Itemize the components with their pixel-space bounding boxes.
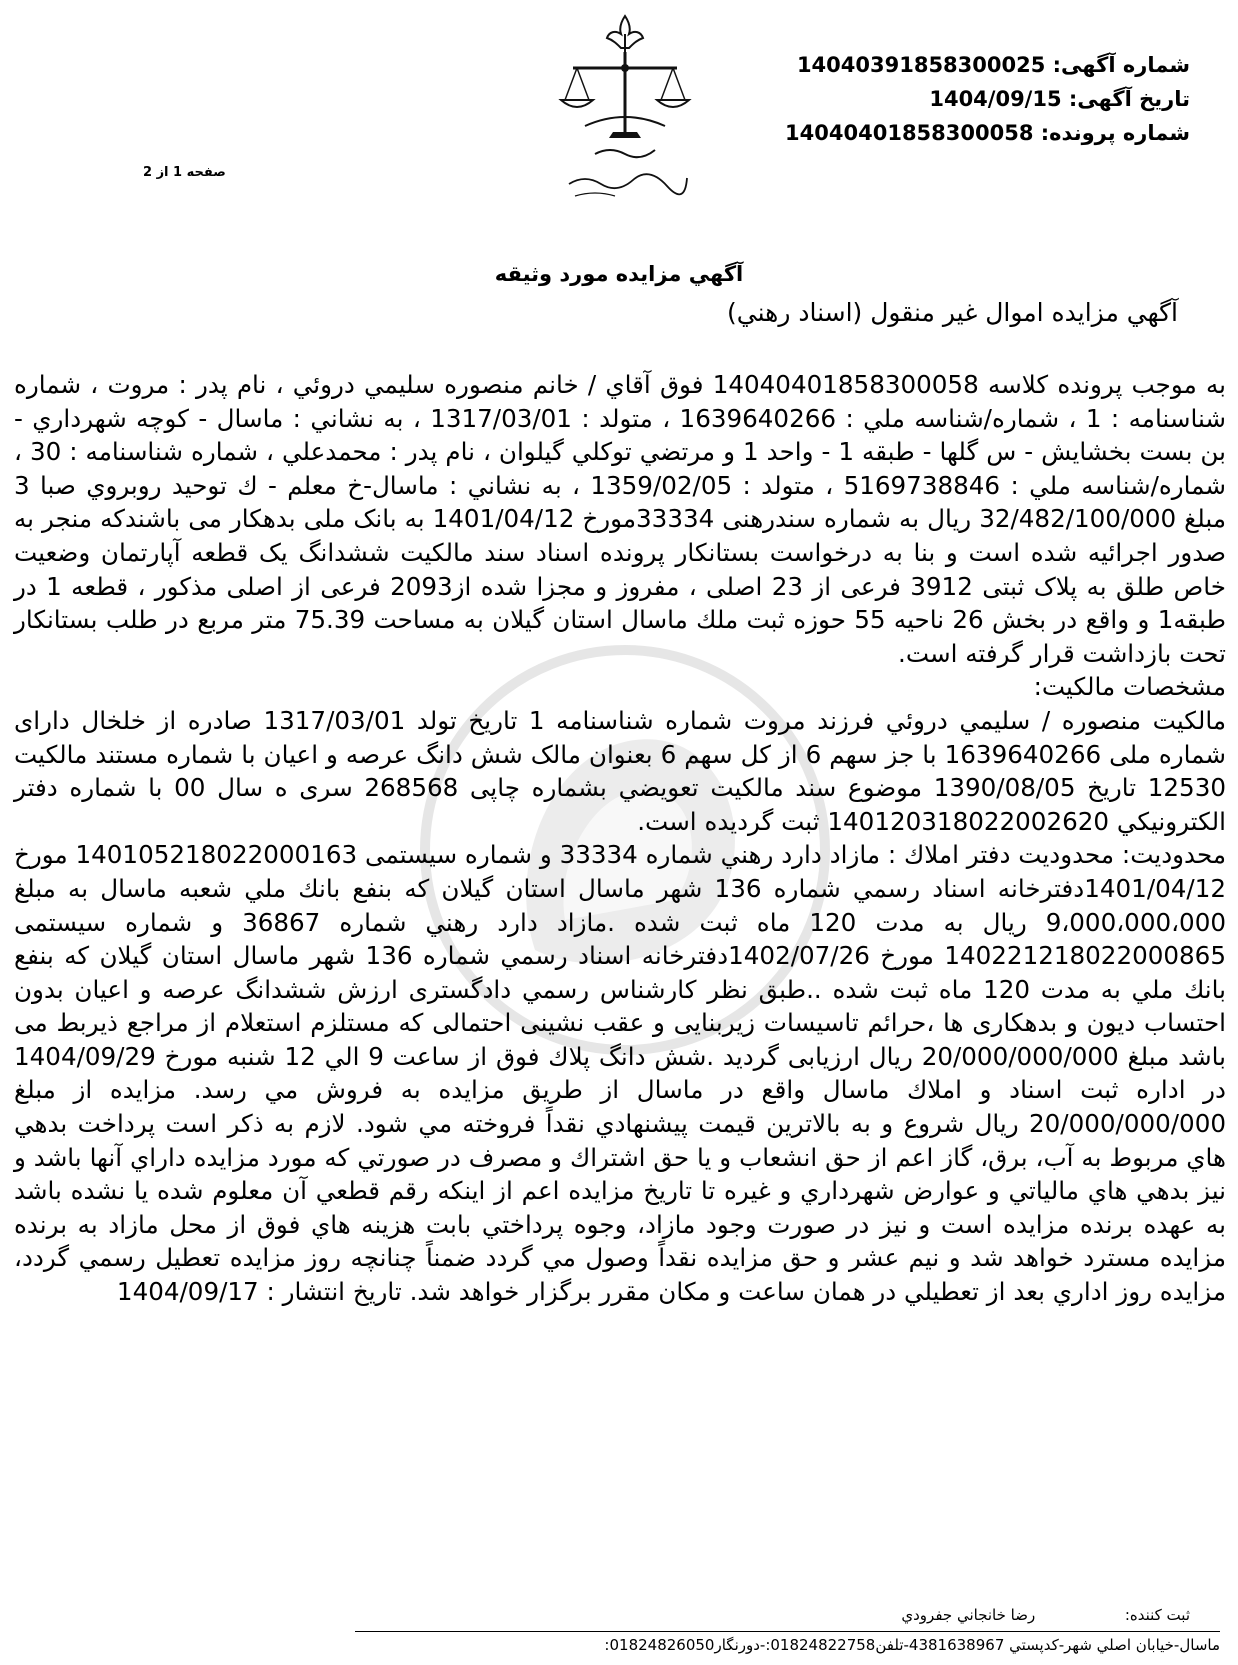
notice-number: 14040391858300025 [796, 53, 1046, 77]
body-paragraph-ownership: مالکیت منصوره / سليمي دروئي فرزند مروت شماره شناسنامه 1 تاریخ تولد 1317/03/01 صادره از خلخال دارای شماره ملی 1639640266 با جز سهم 6 از کل سهم 6 بعنوان مالک شش دانگ عرصه و اعیان با شماره مستند مالکیت 12530 تاریخ 1390/08/05 موضوع سند مالكيت تعويضي بشماره چاپی 268568 سری ه سال 00 با شماره دفتر الكترونيكي 140120318022002620 ثبت گرديده است. [14, 705, 1227, 836]
notice-header [730, 48, 1190, 150]
notice-body [14, 368, 1226, 1309]
file-number-label: شماره پرونده: [1040, 121, 1190, 145]
file-number: 14040401858300058 [785, 121, 1034, 145]
notice-number-row [730, 48, 1190, 82]
notice-date-label: تاریخ آگهی: [1068, 87, 1190, 111]
footer-registrar [901, 1606, 1190, 1624]
footer-address: ماسال-خيابان اصلي شهر-كدپستي 4381638967-تلفن01824822758:-دورنگار01824826050: [604, 1636, 1220, 1654]
notice-date-row [730, 82, 1190, 116]
judiciary-emblem-icon [555, 8, 695, 208]
notice-date: 1404/09/15 [929, 87, 1062, 111]
body-paragraph-ownership-heading: مشخصات مالكيت: [1033, 672, 1226, 702]
file-number-row [730, 116, 1190, 150]
registrar-name: رضا خانجاني جفرودي [901, 1606, 1036, 1624]
footer-divider [355, 1631, 1220, 1632]
body-paragraph-case: به موجب پرونده كلاسه 14040401858300058 فوق آقاي / خانم منصوره سليمي دروئي ، نام پدر : مروت ، شماره شناسنامه : 1 ، شماره/شناسه ملي : 1639640266 ، متولد : 1317/03/01 ، به نشاني : ماسال - كوچه شهرداري - بن بست بخشايش - س گلها - طبقه 1 - واحد 1 و مرتضي توكلي گيلوان ، نام پدر : محمدعلي ، شماره شناسنامه : 30 ، شماره/شناسه ملي : 5169738846 ، متولد : 1359/02/05 ، به نشاني : ماسال-خ معلم - ك توحيد روبروي صبا 3 مبلغ 32/482/100/000 ريال به شماره سندرهنی 33334مورخ 1401/04/12 به بانک ملی بدهکار می باشندکه منجر به صدور اجرائیه شده است و بنا به درخواست بستانکار پرونده اسناد سند مالکیت ششدانگ یک قطعه آپارتمان وضعیت خاص طلق به پلاک ثبتی 3912 فرعی از 23 اصلی ، مفروز و مجزا شده از2093 فرعی از اصلی مذکور ، قطعه 1 در طبقه1 و واقع در بخش 26 ناحيه 55 حوزه ثبت ملك ماسال استان گيلان به مساحت 75.39 متر مربع در طلب بستانكار تحت بازداشت قرار گرفته است. [14, 370, 1226, 668]
notice-number-label: شماره آگهی: [1052, 53, 1190, 77]
registrar-label: ثبت كننده: [1124, 1606, 1190, 1624]
notice-subtitle: آگهي مزايده اموال غير منقول (اسناد رهني) [727, 298, 1178, 327]
body-paragraph-restrictions: محدوديت: محدوديت دفتر املاك : مازاد دارد رهني شماره 33334 و شماره سيستمی 140105218022000163 مورخ 1401/04/12دفترخانه اسناد رسمي شماره 136 شهر ماسال استان گيلان كه بنفع بانك ملي شعبه ماسال به مبلغ 9،000،000،000 ريال به مدت 120 ماه ثبت شده .مازاد دارد رهني شماره 36867 و شماره سيستمی 140221218022000865 مورخ 1402/07/26دفترخانه اسناد رسمي شماره 136 شهر ماسال استان گيلان كه بنفع بانك ملي به مدت 120 ماه ثبت شده ..طبق نظر كارشناس رسمي دادگستری ارزش ششدانگ عرصه و اعيان بدون احتساب ديون و بدهكاری ها ،حرائم تاسيسات زيربنايی و عقب نشينی احتمالی كه مستلزم استعلام از مراجع ذيربط می باشد مبلغ 20/000/000/000 ريال ارزيابی گرديد .شش دانگ پلاك فوق از ساعت 9 الي 12 شنبه مورخ 1404/09/29 در اداره ثبت اسناد و املاك ماسال واقع در ماسال از طريق مزايده به فروش مي رسد. مزايده از مبلغ 20/000/000/000 ريال شروع و به بالاترين قيمت پيشنهادي نقداً فروخته مي شود. لازم به ذكر است پرداخت بدهي هاي مربوط به آب، برق، گاز اعم از حق انشعاب و يا حق اشتراك و مصرف در صورتي كه مورد مزايده داراي آنها باشد و نيز بدهي هاي مالياتي و عوارض شهرداري و غيره تا تاريخ مزايده اعم از اينكه رقم قطعي آن معلوم شده يا نشده باشد به عهده برنده مزايده است و نيز در صورت وجود مازاد، وجوه پرداختي بابت هزينه هاي فوق از محل مازاد به برنده مزايده مسترد خواهد شد و نيم عشر و حق مزايده نقداً وصول مي گردد ضمناً چنانچه روز مزايده تعطيل رسمي گردد، مزايده روز اداري بعد از تعطيلي در همان ساعت و مكان مقرر برگزار خواهد شد. تاريخ انتشار : 1404/09/17 [14, 840, 1226, 1307]
page-number: صفحه 1 از 2 [143, 165, 226, 180]
notice-title: آگهي مزايده مورد وثيقه [494, 262, 744, 286]
